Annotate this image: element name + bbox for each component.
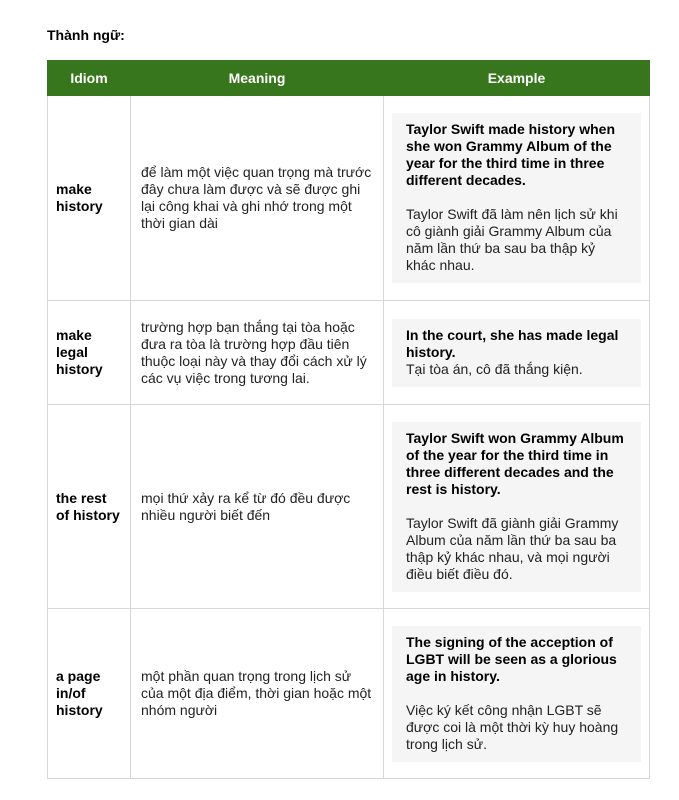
table-row: [48, 405, 650, 609]
idiom-cell: make legal history: [48, 301, 131, 405]
example-english: Taylor Swift made history when she won Grammy Album of the year for the third time in three different decades.: [406, 121, 616, 188]
idiom-cell: the rest of history: [48, 405, 131, 609]
idioms-table: [47, 60, 650, 779]
header-example: Example: [384, 61, 650, 96]
example-vietnamese: Taylor Swift đã giành giải Grammy Album của năm lần thứ ba sau ba thập kỷ khác nhau, và mọi người điều biết điều đó.: [406, 514, 619, 582]
example-cell: [384, 609, 650, 779]
example-english: Taylor Swift won Grammy Album of the year for the third time in three different decades and the rest is history.: [406, 429, 624, 497]
page-heading: Thành ngữ:: [47, 27, 125, 43]
header-idiom: Idiom: [48, 61, 131, 96]
table-row: [48, 301, 650, 405]
example-cell: [384, 96, 650, 301]
example-english: The signing of the acception of LGBT will be seen as a glorious age in history.: [406, 633, 617, 684]
example-english: In the court, she has made legal history.: [406, 326, 619, 360]
idiom-cell: a page in/of history: [48, 609, 131, 779]
example-cell: [384, 405, 650, 609]
meaning-cell: để làm một việc quan trọng mà trước đây chưa làm được và sẽ được ghi lại công khai và ghi nhớ trong một thời gian dài: [131, 96, 384, 301]
header-meaning: Meaning: [131, 61, 384, 96]
meaning-cell: trường hợp bạn thắng tại tòa hoặc đưa ra tòa là trường hợp đầu tiên thuộc loại này và thay đổi cách xử lý các vụ việc trong tương lai.: [131, 301, 384, 405]
table-header-row: [48, 61, 650, 96]
example-cell: [384, 301, 650, 405]
example-vietnamese: Taylor Swift đã làm nên lịch sử khi cô giành giải Grammy Album của năm lần thứ ba sau ba thập kỷ khác nhau.: [406, 206, 618, 273]
table-row: [48, 609, 650, 779]
example-vietnamese: Việc ký kết công nhận LGBT sẽ được coi là một thời kỳ huy hoàng trong lịch sử.: [406, 701, 619, 752]
example-box: [392, 113, 641, 283]
example-box: [392, 422, 641, 592]
meaning-cell: mọi thứ xảy ra kể từ đó đều được nhiều người biết đến: [131, 405, 384, 609]
example-box: [392, 626, 641, 762]
example-box: [392, 319, 641, 387]
example-vietnamese: Tại tòa án, cô đã thắng kiện.: [406, 360, 583, 377]
table-row: [48, 96, 650, 301]
idiom-cell: make history: [48, 96, 131, 301]
meaning-cell: một phần quan trọng trong lịch sử của một địa điểm, thời gian hoặc một nhóm người: [131, 609, 384, 779]
